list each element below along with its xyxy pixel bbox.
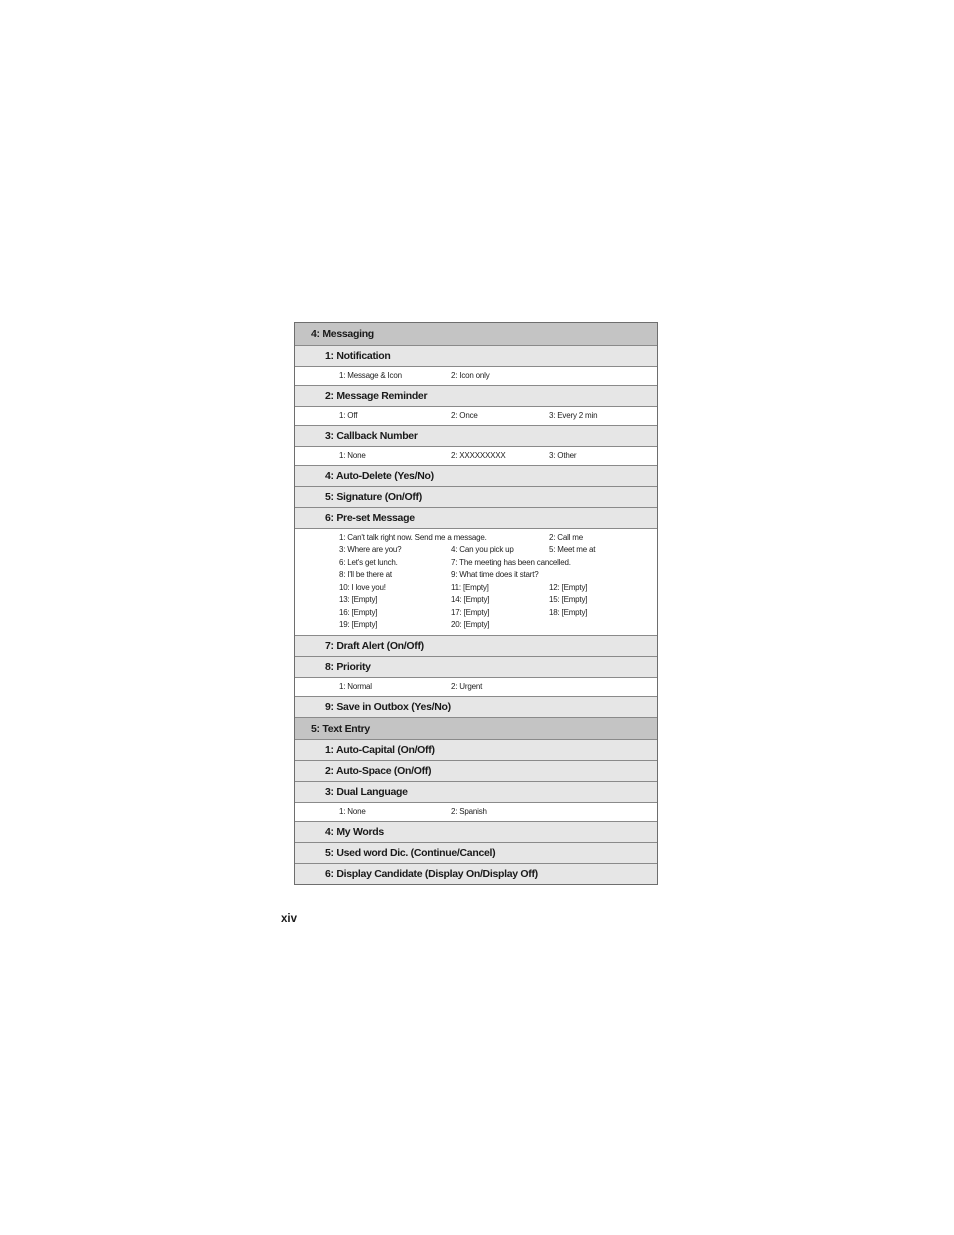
- section-text-entry: [295, 717, 657, 739]
- menu-item-signature: [295, 486, 657, 507]
- preset-message: 4: Can you pick up: [451, 545, 514, 554]
- menu-item-label: 3: Dual Language: [325, 786, 408, 798]
- menu-item-label: 9: Save in Outbox (Yes/No): [325, 701, 451, 713]
- preset-message: 1: Can't talk right now. Send me a message.: [339, 533, 487, 542]
- section-title: 4: Messaging: [311, 328, 374, 340]
- menu-item-preset-message: [295, 507, 657, 528]
- menu-item-label: 6: Pre-set Message: [325, 512, 415, 524]
- preset-message: 6: Let's get lunch.: [339, 558, 398, 567]
- option: 1: Off: [339, 411, 358, 420]
- menu-item-auto-space: [295, 760, 657, 781]
- menu-item-label: 5: Used word Dic. (Continue/Cancel): [325, 847, 496, 859]
- preset-message: 14: [Empty]: [451, 595, 490, 604]
- menu-item-dual-language: [295, 781, 657, 802]
- menu-item-message-reminder: [295, 385, 657, 406]
- option: 2: Urgent: [451, 682, 483, 691]
- menu-item-auto-delete: [295, 465, 657, 486]
- menu-item-label: 1: Auto-Capital (On/Off): [325, 744, 435, 756]
- menu-item-label: 7: Draft Alert (On/Off): [325, 640, 424, 652]
- menu-item-label: 8: Priority: [325, 661, 371, 673]
- option: 2: XXXXXXXXX: [451, 451, 506, 460]
- preset-message: 17: [Empty]: [451, 608, 490, 617]
- preset-message: 5: Meet me at: [549, 545, 596, 554]
- preset-message: 9: What time does it start?: [451, 570, 539, 579]
- menu-item-label: 3: Callback Number: [325, 430, 418, 442]
- preset-message: 8: I'll be there at: [339, 570, 392, 579]
- section-messaging: [295, 323, 657, 345]
- menu-item-label: 6: Display Candidate (Display On/Display Off): [325, 868, 538, 880]
- option: 1: None: [339, 807, 366, 816]
- menu-item-label: 5: Signature (On/Off): [325, 491, 422, 503]
- menu-item-priority: [295, 656, 657, 677]
- options-row: [295, 677, 657, 696]
- menu-item-auto-capital: [295, 739, 657, 760]
- menu-item-callback-number: [295, 425, 657, 446]
- option: 2: Once: [451, 411, 478, 420]
- preset-message: 19: [Empty]: [339, 620, 378, 629]
- menu-item-my-words: [295, 821, 657, 842]
- preset-message: 7: The meeting has been cancelled.: [451, 558, 571, 567]
- preset-message: 16: [Empty]: [339, 608, 378, 617]
- preset-message: 18: [Empty]: [549, 608, 588, 617]
- preset-message: 10: I love you!: [339, 583, 386, 592]
- option: 3: Every 2 min: [549, 411, 598, 420]
- preset-message: 20: [Empty]: [451, 620, 490, 629]
- menu-table: [294, 322, 658, 885]
- option: 2: Icon only: [451, 371, 490, 380]
- preset-message: 12: [Empty]: [549, 583, 588, 592]
- menu-item-draft-alert: [295, 635, 657, 656]
- menu-item-display-candidate: [295, 863, 657, 884]
- option: 3: Other: [549, 451, 577, 460]
- menu-item-save-outbox: [295, 696, 657, 717]
- option: 2: Spanish: [451, 807, 487, 816]
- options-row: [295, 802, 657, 821]
- preset-message: 13: [Empty]: [339, 595, 378, 604]
- option: 1: Normal: [339, 682, 372, 691]
- options-row: [295, 446, 657, 465]
- option: 1: Message & Icon: [339, 371, 402, 380]
- preset-message: 15: [Empty]: [549, 595, 588, 604]
- options-row: [295, 366, 657, 385]
- menu-item-used-word-dic: [295, 842, 657, 863]
- section-title: 5: Text Entry: [311, 723, 370, 735]
- menu-item-label: 4: Auto-Delete (Yes/No): [325, 470, 434, 482]
- preset-messages-block: [295, 528, 657, 635]
- option: 1: None: [339, 451, 366, 460]
- preset-message: 2: Call me: [549, 533, 584, 542]
- menu-item-label: 2: Message Reminder: [325, 390, 428, 402]
- options-row: [295, 406, 657, 425]
- menu-item-notification: [295, 345, 657, 366]
- preset-message: 11: [Empty]: [451, 583, 489, 592]
- preset-message: 3: Where are you?: [339, 545, 402, 554]
- menu-item-label: 4: My Words: [325, 826, 384, 838]
- page-number: xiv: [281, 913, 297, 925]
- menu-item-label: 2: Auto-Space (On/Off): [325, 765, 432, 777]
- menu-item-label: 1: Notification: [325, 350, 391, 362]
